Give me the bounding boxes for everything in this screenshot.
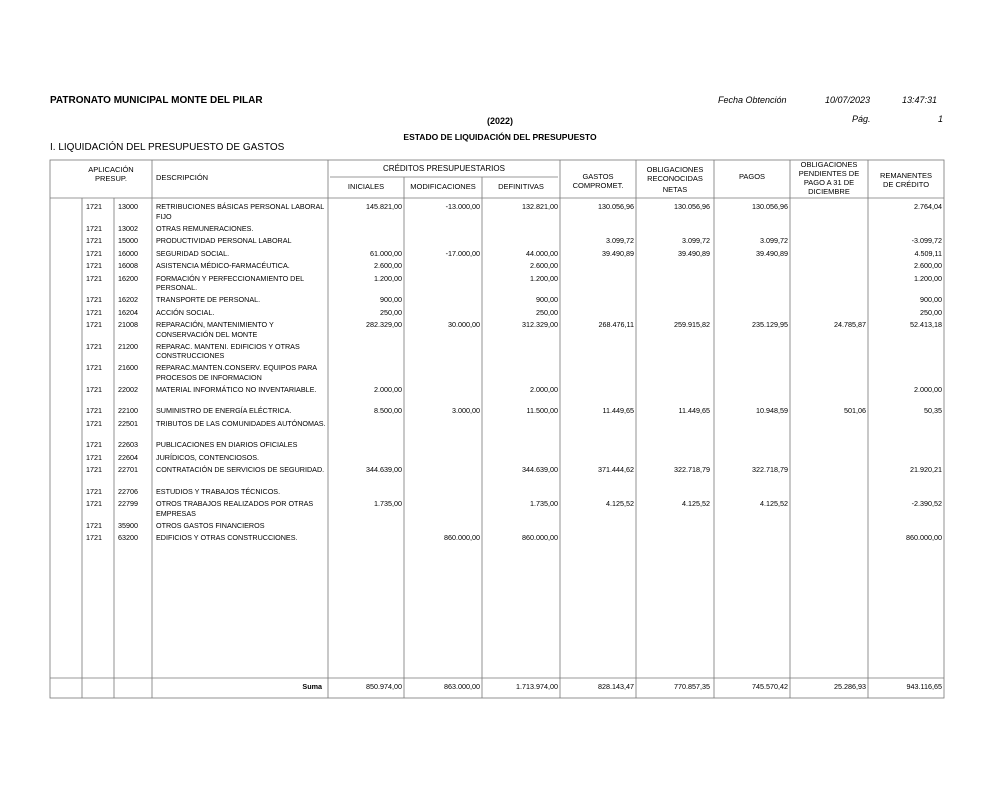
cell-economic: 22799 [118,499,138,508]
report-title: ESTADO DE LIQUIDACIÓN DEL PRESUPUESTO [403,132,597,142]
cell-gastos: 130.056,96 [598,202,634,211]
cell-economic: 13000 [118,202,138,211]
cell-definitivas: 344.639,00 [522,465,558,474]
cell-program: 1721 [86,320,102,329]
cell-remanentes: 860.000,00 [906,533,942,542]
cell-program: 1721 [86,499,102,508]
cell-economic: 22706 [118,486,138,496]
cell-economic: 22002 [118,384,138,394]
cell-program: 1721 [86,273,102,283]
cell-gastos: 4.125,52 [606,499,634,508]
date-value: 10/07/2023 [825,95,871,105]
cell-definitivas: 860.000,00 [522,533,558,542]
cell-description: TRIBUTOS DE LAS COMUNIDADES AUTÓNOMAS. [156,418,326,428]
cell-remanentes: -3.099,72 [911,236,942,245]
page-label: Pág. [852,114,871,124]
cell-description: RETRIBUCIONES BÁSICAS PERSONAL LABORAL FIJO [156,202,325,221]
cell-economic: 22604 [118,452,138,462]
cell-economic: 21008 [118,320,138,329]
cell-definitivas: 312.329,00 [522,320,558,329]
cell-pendientes: 501,06 [844,406,866,415]
cell-program: 1721 [86,202,102,211]
cell-pagos: 39.490,89 [756,248,788,258]
cell-pagos: 235.129,95 [752,320,788,329]
cell-program: 1721 [86,248,102,258]
cell-obligaciones: 130.056,96 [674,202,710,211]
cell-definitivas: 900,00 [536,295,558,304]
cell-program: 1721 [86,520,102,530]
cell-economic: 22701 [118,465,138,474]
cell-description: SUMINISTRO DE ENERGÍA ELÉCTRICA. [156,406,292,415]
cell-obligaciones: 3.099,72 [682,236,710,245]
cell-definitivas: 44.000,00 [526,248,558,258]
cell-definitivas: 2.000,00 [530,384,558,394]
cell-modificaciones: -17.000,00 [445,248,480,258]
cell-pagos: 130.056,96 [752,202,788,211]
cell-economic: 22603 [118,440,138,449]
cell-remanentes: 52.413,18 [910,320,942,329]
cell-obligaciones: 39.490,89 [678,248,710,258]
cell-program: 1721 [86,406,102,415]
cell-description: REPARAC. MANTENI. EDIFICIOS Y OTRAS CONSTRUCCIONES [156,341,300,360]
cell-iniciales: 250,00 [380,307,402,317]
cell-remanentes: -2.390,52 [911,499,942,508]
cell-economic: 21600 [118,363,138,372]
report-year: (2022) [486,116,513,126]
cell-iniciales: 8.500,00 [374,406,402,415]
totals-label: Suma [302,682,322,691]
cell-economic: 15000 [118,236,138,245]
cell-pendientes: 24.785,87 [834,320,866,329]
cell-modificaciones: -13.000,00 [445,202,480,211]
cell-iniciales: 282.329,00 [366,320,402,329]
cell-obligaciones: 322.718,79 [674,465,710,474]
header-gastos: GASTOS COMPROMET. [572,172,624,190]
cell-description: REPARACIÓN, MANTENIMIENTO Y CONSERVACIÓN DEL MONTE [156,320,274,339]
cell-iniciales: 1.735,00 [374,499,402,508]
total-gastos: 828.143,47 [598,682,634,691]
cell-economic: 13002 [118,223,138,233]
cell-obligaciones: 11.449,65 [678,406,710,415]
header-remanentes: REMANENTES DE CRÉDITO [879,171,933,189]
cell-definitivas: 1.200,00 [530,273,558,283]
total-pagos: 745.570,42 [752,682,788,691]
cell-description: ESTUDIOS Y TRABAJOS TÉCNICOS. [156,486,281,496]
header-iniciales: INICIALES [347,182,385,191]
header-aplicacion: APLICACIÓN PRESUP. [88,165,134,183]
cell-pagos: 10.948,59 [756,406,788,415]
cell-description: CONTRATACIÓN DE SERVICIOS DE SEGURIDAD. [156,465,325,474]
cell-description: EDIFICIOS Y OTRAS CONSTRUCCIONES. [156,533,298,542]
cell-gastos: 39.490,89 [602,248,634,258]
cell-obligaciones: 259.915,82 [674,320,710,329]
date-label: Fecha Obtención [718,95,787,105]
cell-economic: 16204 [118,307,138,317]
cell-economic: 35900 [118,520,138,530]
cell-definitivas: 250,00 [536,307,558,317]
cell-description: PRODUCTIVIDAD PERSONAL LABORAL [156,236,292,245]
cell-economic: 22100 [118,406,138,415]
cell-definitivas: 1.735,00 [530,499,558,508]
cell-remanentes: 21.920,21 [910,465,942,474]
cell-modificaciones: 3.000,00 [452,406,480,415]
cell-remanentes: 2.600,00 [914,261,942,270]
cell-gastos: 11.449,65 [602,406,634,415]
cell-remanentes: 2.764,04 [914,202,942,211]
cell-program: 1721 [86,341,102,351]
cell-description: OTRAS REMUNERACIONES. [156,223,254,233]
header-descripcion: DESCRIPCIÓN [156,173,209,182]
cell-gastos: 3.099,72 [606,236,634,245]
cell-program: 1721 [86,307,102,317]
cell-remanentes: 1.200,00 [914,273,942,283]
cell-program: 1721 [86,440,102,449]
cell-economic: 63200 [118,533,138,542]
cell-program: 1721 [86,295,102,304]
cell-description: SEGURIDAD SOCIAL. [156,248,230,258]
cell-definitivas: 132.821,00 [522,202,558,211]
cell-description: TRANSPORTE DE PERSONAL. [156,295,261,304]
header-pendientes: OBLIGACIONES PENDIENTES DE PAGO A 31 DE DICIEMBRE [798,160,860,196]
cell-economic: 16200 [118,273,138,283]
header-obligaciones: OBLIGACIONES RECONOCIDAS NETAS [646,165,704,194]
cell-remanentes: 900,00 [920,295,942,304]
page-number: 1 [938,114,944,124]
cell-program: 1721 [86,465,102,474]
cell-definitivas: 11.500,00 [526,406,558,415]
total-modificaciones: 863.000,00 [444,682,480,691]
cell-remanentes: 4.509,11 [914,248,942,258]
cell-economic: 21200 [118,341,138,351]
cell-iniciales: 2.600,00 [374,261,402,270]
total-obligaciones: 770.857,35 [674,682,710,691]
cell-remanentes: 50,35 [924,406,942,415]
cell-program: 1721 [86,223,102,233]
cell-description: ACCIÓN SOCIAL. [156,307,215,317]
total-remanentes: 943.116,65 [906,682,942,691]
time-value: 13:47:31 [902,95,938,105]
cell-iniciales: 2.000,00 [374,384,402,394]
cell-program: 1721 [86,418,102,428]
cell-pagos: 4.125,52 [760,499,788,508]
cell-iniciales: 900,00 [380,295,402,304]
header-creditos: CRÉDITOS PRESUPUESTARIOS [383,164,505,173]
cell-gastos: 371.444,62 [598,465,634,474]
cell-description: FORMACIÓN Y PERFECCIONAMIENTO DEL PERSONAL. [156,273,304,292]
cell-description: ASISTENCIA MÉDICO-FARMACÉUTICA. [156,261,290,270]
cell-description: REPARAC.MANTEN.CONSERV. EQUIPOS PARA PROCESOS DE INFORMACION [156,363,317,382]
cell-modificaciones: 860.000,00 [444,533,480,542]
cell-description: MATERIAL INFORMÁTICO NO INVENTARIABLE. [156,384,317,394]
total-definitivas: 1.713.974,00 [516,682,558,691]
cell-iniciales: 1.200,00 [374,273,402,283]
cell-program: 1721 [86,261,102,270]
cell-description: OTROS GASTOS FINANCIEROS [156,520,265,530]
total-iniciales: 850.974,00 [366,682,402,691]
cell-definitivas: 2.600,00 [530,261,558,270]
cell-program: 1721 [86,452,102,462]
cell-program: 1721 [86,363,102,372]
cell-gastos: 268.476,11 [598,320,634,329]
cell-program: 1721 [86,533,102,542]
cell-iniciales: 61.000,00 [370,248,402,258]
cell-description: JURÍDICOS, CONTENCIOSOS. [156,452,260,462]
cell-program: 1721 [86,486,102,496]
cell-pagos: 3.099,72 [760,236,788,245]
cell-obligaciones: 4.125,52 [682,499,710,508]
header-pagos: PAGOS [738,172,766,181]
header-modificaciones: MODIFICACIONES [410,182,476,191]
cell-description: OTROS TRABAJOS REALIZADOS POR OTRAS EMPRESAS [156,499,314,518]
organization-name: PATRONATO MUNICIPAL MONTE DEL PILAR [50,95,263,106]
cell-description: PUBLICACIONES EN DIARIOS OFICIALES [156,440,298,449]
cell-remanentes: 2.000,00 [914,384,942,394]
section-title: I. LIQUIDACIÓN DEL PRESUPUESTO DE GASTOS [50,142,285,153]
cell-iniciales: 145.821,00 [366,202,402,211]
cell-program: 1721 [86,384,102,394]
cell-pagos: 322.718,79 [752,465,788,474]
cell-modificaciones: 30.000,00 [448,320,480,329]
total-pendientes: 25.286,93 [834,682,866,691]
cell-program: 1721 [86,236,102,245]
cell-economic: 16008 [118,261,138,270]
cell-iniciales: 344.639,00 [366,465,402,474]
cell-remanentes: 250,00 [920,307,942,317]
cell-economic: 22501 [118,418,138,428]
header-definitivas: DEFINITIVAS [498,182,544,191]
cell-economic: 16202 [118,295,138,304]
cell-economic: 16000 [118,248,138,258]
